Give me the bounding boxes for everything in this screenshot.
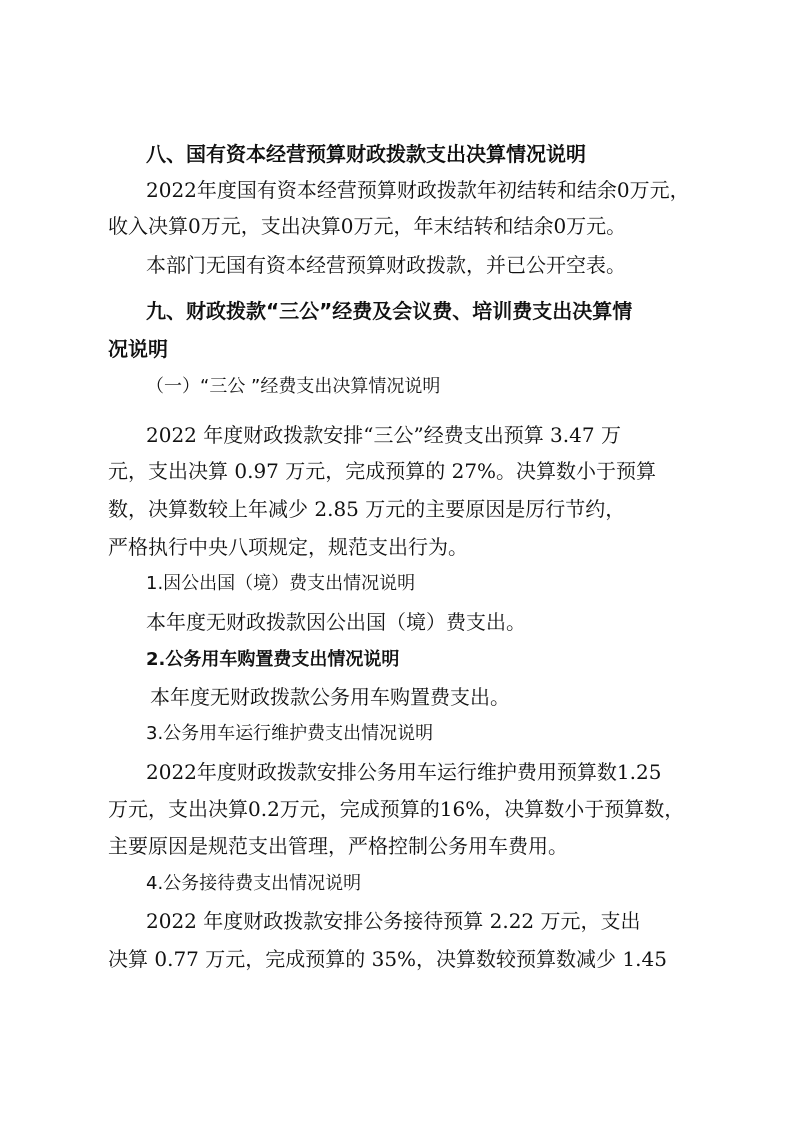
- item4-line1: 2022 年度财政拨款安排公务接待预算 2.22 万元，支出: [146, 909, 641, 933]
- item3-line3: 主要原因是规范支出管理，严格控制公务用车费用。: [108, 834, 568, 858]
- item3-line1: 2022年度财政拨款安排公务用车运行维护费用预算数1.25: [146, 760, 662, 784]
- item2-text: 本年度无财政拨款公务用车购置费支出。: [150, 685, 510, 709]
- section8-paragraph2: 本部门无国有资本经营预算财政拨款，并已公开空表。: [146, 253, 626, 277]
- subsection1-paragraph-line4: 严格执行中央八项规定，规范支出行为。: [108, 535, 468, 559]
- subsection1-paragraph-line2: 元，支出决算 0.97 万元，完成预算的 27%。决算数小于预算: [108, 459, 657, 483]
- item3-line2: 万元，支出决算0.2万元，完成预算的16%，决算数小于预算数，: [108, 797, 685, 821]
- item2-title: 2.公务用车购置费支出情况说明: [146, 649, 400, 670]
- item3-title: 3.公务用车运行维护费支出情况说明: [146, 723, 434, 744]
- item1-title: 1.因公出国（境）费支出情况说明: [146, 573, 416, 594]
- section8-paragraph1-line2: 收入决算0万元，支出决算0万元，年末结转和结余0万元。: [108, 214, 627, 238]
- item4-line2: 决算 0.77 万元，完成预算的 35%，决算数较预算数减少 1.45: [108, 947, 667, 971]
- section9-heading-line2: 况说明: [108, 337, 168, 361]
- section8-heading: 八、国有资本经营预算财政拨款支出决算情况说明: [146, 142, 586, 166]
- item1-text: 本年度无财政拨款因公出国（境）费支出。: [146, 610, 526, 634]
- section8-paragraph1-line1: 2022年度国有资本经营预算财政拨款年初结转和结余0万元，: [146, 178, 690, 202]
- subsection1-paragraph-line1: 2022 年度财政拨款安排“三公”经费支出预算 3.47 万: [146, 423, 621, 447]
- item4-title: 4.公务接待费支出情况说明: [146, 873, 362, 894]
- subsection1-heading: （一）“三公 ”经费支出决算情况说明: [146, 376, 441, 397]
- subsection1-paragraph-line3: 数，决算数较上年减少 2.85 万元的主要原因是厉行节约，: [108, 497, 626, 521]
- section9-heading-line1: 九、财政拨款“三公”经费及会议费、培训费支出决算情: [146, 299, 633, 323]
